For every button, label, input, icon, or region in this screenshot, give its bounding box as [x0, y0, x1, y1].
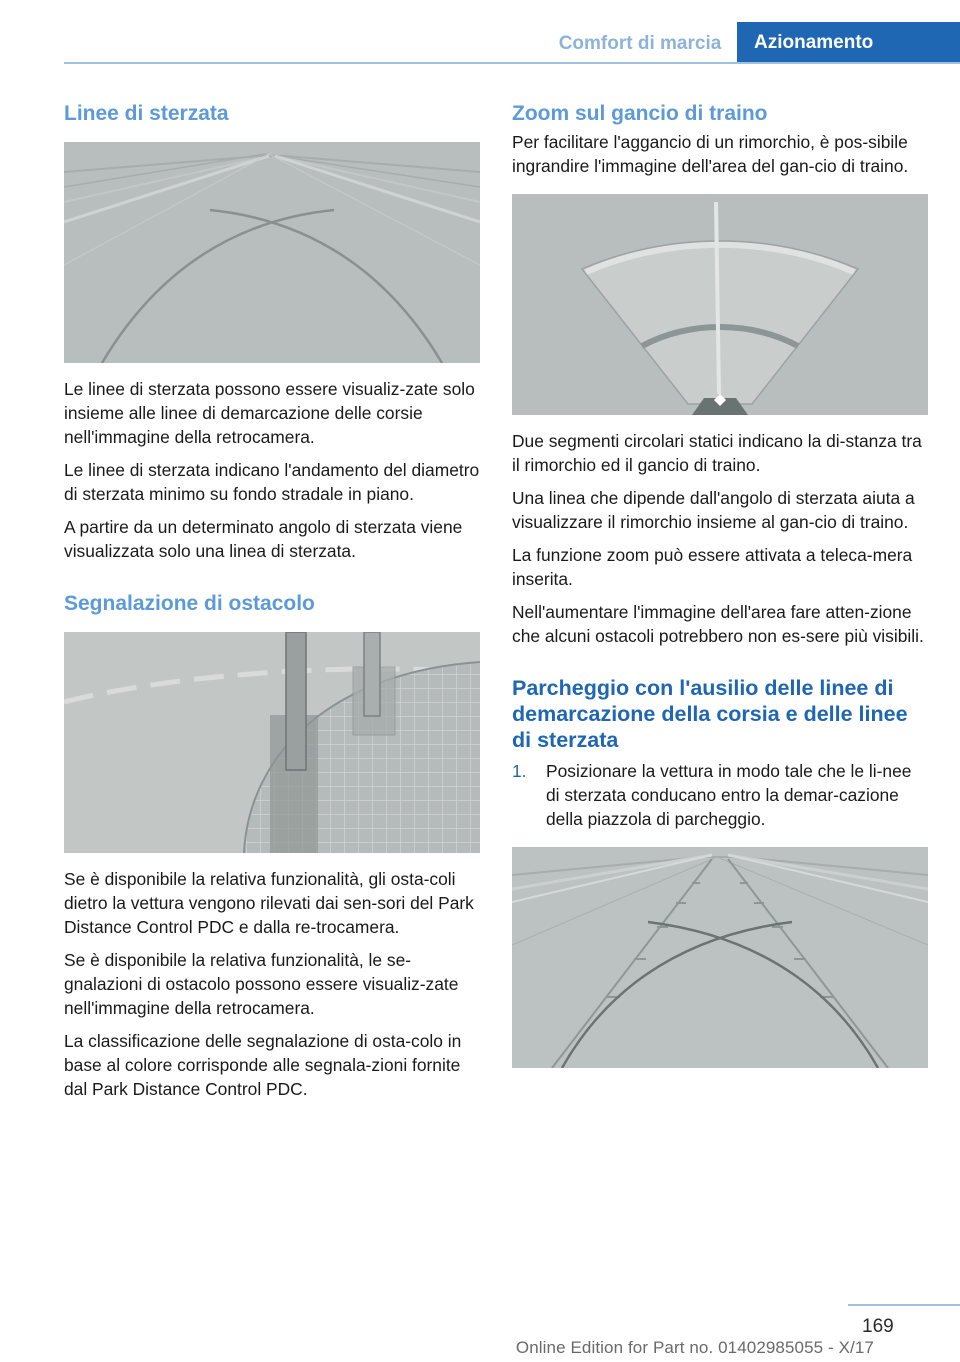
paragraph: Una linea che dipende dall'angolo di sterzata aiuta a visualizzare il rimorchio insieme al gan-cio di traino. [512, 488, 915, 532]
paragraph: La funzione zoom può essere attivata a teleca-mera inserita. [512, 545, 913, 589]
paragraph: Se è disponibile la relativa funzionalità, gli osta-coli dietro la vettura vengono rilevati dai sen-sori del Park Distance Control PDC e dalla re-trocamera. [64, 869, 474, 937]
footer-rule [848, 1304, 960, 1306]
steps-list [512, 759, 928, 831]
section-title-linee-sterzata: Linee di sterzata [64, 102, 229, 125]
header-tab-comfort: Comfort di marcia [558, 33, 722, 54]
step-number: 1. [512, 761, 527, 781]
parking-guidance-image [512, 847, 928, 1068]
paragraph: A partire da un determinato angolo di sterzata viene visualizzata solo una linea di sterzata. [64, 517, 463, 561]
steering-lines-image [64, 142, 480, 363]
paragraph: Nell'aumentare l'immagine dell'area fare atten-zione che alcuni ostacoli potrebbero non es-sere più visibili. [512, 602, 924, 646]
right-column [512, 100, 928, 1068]
paragraph: Le linee di sterzata possono essere visualiz-zate solo insieme alle linee di demarcazione delle corsie nell'immagine della retrocamera. [64, 379, 475, 447]
tow-hitch-zoom-image [512, 194, 928, 415]
paragraph: Per facilitare l'aggancio di un rimorchio, è pos-sibile ingrandire l'immagine dell'area del gan-cio di traino. [512, 132, 909, 176]
header-rule [64, 62, 960, 64]
step-text: Posizionare la vettura in modo tale che le li-nee di sterzata conducano entro la demar-cazione della piazzola di parcheggio. [546, 761, 912, 829]
footer-edition: Online Edition for Part no. 01402985055 - X/17 [515, 1338, 874, 1357]
section-title-parcheggio: Parcheggio con l'ausilio delle linee di demarcazione della corsia e delle linee di sterzata [512, 676, 908, 752]
header-tab-azionamento: Azionamento [737, 22, 960, 62]
list-item [512, 759, 928, 831]
section-title-segnalazione-ostacolo: Segnalazione di ostacolo [64, 592, 315, 615]
obstacle-warning-image [64, 632, 480, 853]
paragraph: Le linee di sterzata indicano l'andamento del diametro di sterzata minimo su fondo stradale in piano. [64, 460, 480, 504]
left-column [64, 100, 480, 1110]
section-title-zoom-gancio: Zoom sul gancio di traino [512, 102, 768, 125]
paragraph: Se è disponibile la relativa funzionalità, le se-gnalazioni di ostacolo possono essere visualiz-zate nell'immagine della retrocamera. [64, 950, 459, 1018]
paragraph: La classificazione delle segnalazione di osta-colo in base al colore corrisponde alle segnala-zioni fornite dal Park Distance Control PDC. [64, 1031, 462, 1099]
paragraph: Due segmenti circolari statici indicano la di-stanza tra il rimorchio ed il gancio di traino. [512, 431, 922, 475]
page-number: 169 [862, 1316, 894, 1337]
